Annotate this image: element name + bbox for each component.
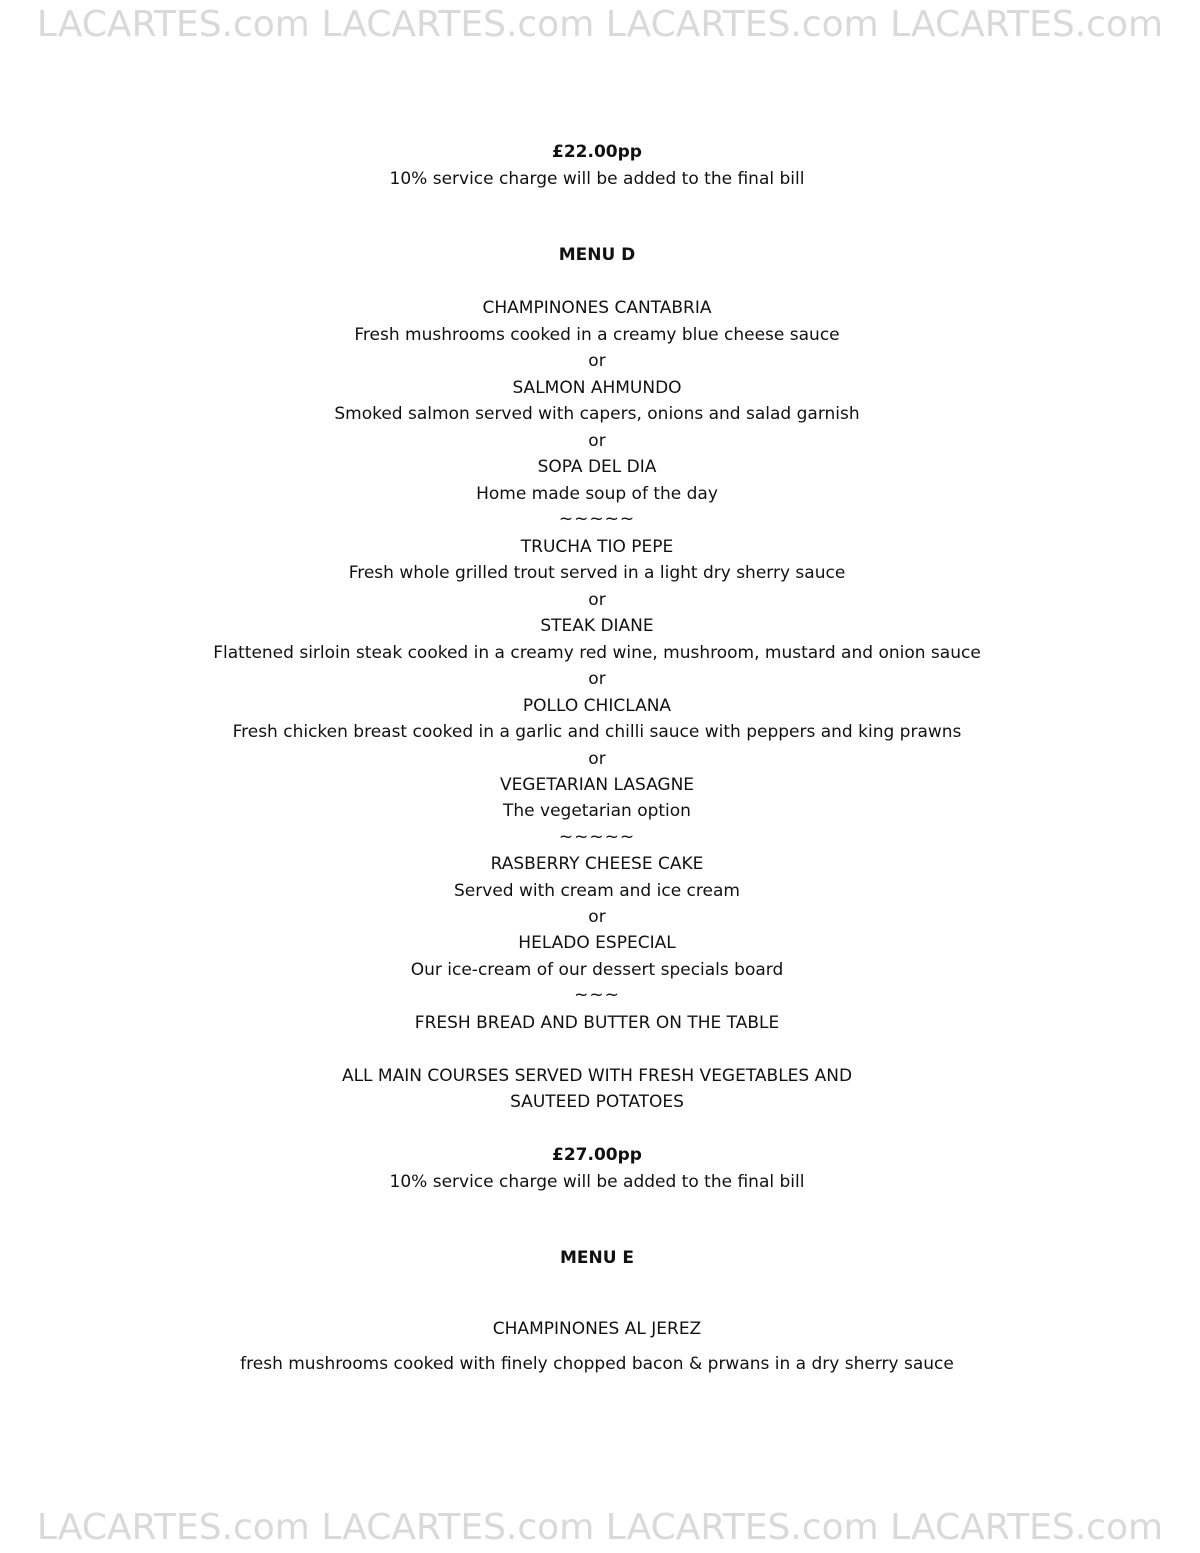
or-separator: or — [588, 431, 606, 451]
menu-e-title: MENU E — [559, 1248, 635, 1268]
menu-d-dessert-name: HELADO ESPECIAL — [518, 933, 676, 953]
watermark-top: LACARTES.com LACARTES.com LACARTES.com LACARTES.com — [36, 4, 1164, 45]
menu-d-main-name: VEGETARIAN LASAGNE — [499, 775, 695, 795]
menu-d-price: £27.00pp — [552, 1145, 642, 1165]
course-separator-short: ~~~ — [574, 985, 620, 1005]
menu-d-starter-desc: Home made soup of the day — [476, 484, 718, 504]
or-separator: or — [588, 669, 606, 689]
menu-d-main-desc: Flattened sirloin steak cooked in a creamy red wine, mushroom, mustard and onion sauce — [213, 643, 981, 663]
watermark-bottom: LACARTES.com LACARTES.com LACARTES.com LACARTES.com — [36, 1507, 1164, 1548]
menu-e-starter-name: CHAMPINONES AL JEREZ — [492, 1319, 702, 1339]
menu-d-main-desc: The vegetarian option — [503, 801, 691, 821]
menu-d-starter-desc: Smoked salmon served with capers, onions and salad garnish — [334, 404, 860, 424]
menu-d-dessert-desc: Our ice-cream of our dessert specials board — [410, 960, 784, 980]
or-separator: or — [588, 590, 606, 610]
course-separator: ~~~~~ — [558, 827, 636, 847]
or-separator: or — [588, 907, 606, 927]
menu-d-main-name: STEAK DIANE — [540, 616, 654, 636]
menu-e-starter-desc: fresh mushrooms cooked with finely chopped bacon & prwans in a dry sherry sauce — [240, 1354, 954, 1374]
menu-d-starter-name: CHAMPINONES CANTABRIA — [482, 298, 712, 318]
mains-note-line1: ALL MAIN COURSES SERVED WITH FRESH VEGETABLES AND — [341, 1066, 853, 1086]
price-top: £22.00pp — [552, 142, 642, 162]
menu-d-starter-name: SOPA DEL DIA — [537, 457, 657, 477]
mains-note-line2: SAUTEED POTATOES — [510, 1092, 684, 1112]
bread-note: FRESH BREAD AND BUTTER ON THE TABLE — [414, 1013, 780, 1033]
menu-d-dessert-desc: Served with cream and ice cream — [454, 881, 740, 901]
menu-d-starter-desc: Fresh mushrooms cooked in a creamy blue cheese sauce — [354, 325, 840, 345]
menu-d-main-desc: Fresh chicken breast cooked in a garlic and chilli sauce with peppers and king prawns — [232, 722, 962, 742]
or-separator: or — [588, 351, 606, 371]
menu-d-main-name: POLLO CHICLANA — [522, 696, 672, 716]
menu-d-title: MENU D — [558, 245, 636, 265]
service-note-top: 10% service charge will be added to the final bill — [389, 169, 805, 189]
menu-d-service-note: 10% service charge will be added to the final bill — [389, 1172, 805, 1192]
menu-d-starter-name: SALMON AHMUNDO — [512, 378, 682, 398]
menu-d-dessert-name: RASBERRY CHEESE CAKE — [490, 854, 704, 874]
course-separator: ~~~~~ — [558, 509, 636, 529]
menu-d-main-desc: Fresh whole grilled trout served in a light dry sherry sauce — [348, 563, 846, 583]
or-separator: or — [588, 749, 606, 769]
menu-d-main-name: TRUCHA TIO PEPE — [520, 537, 674, 557]
